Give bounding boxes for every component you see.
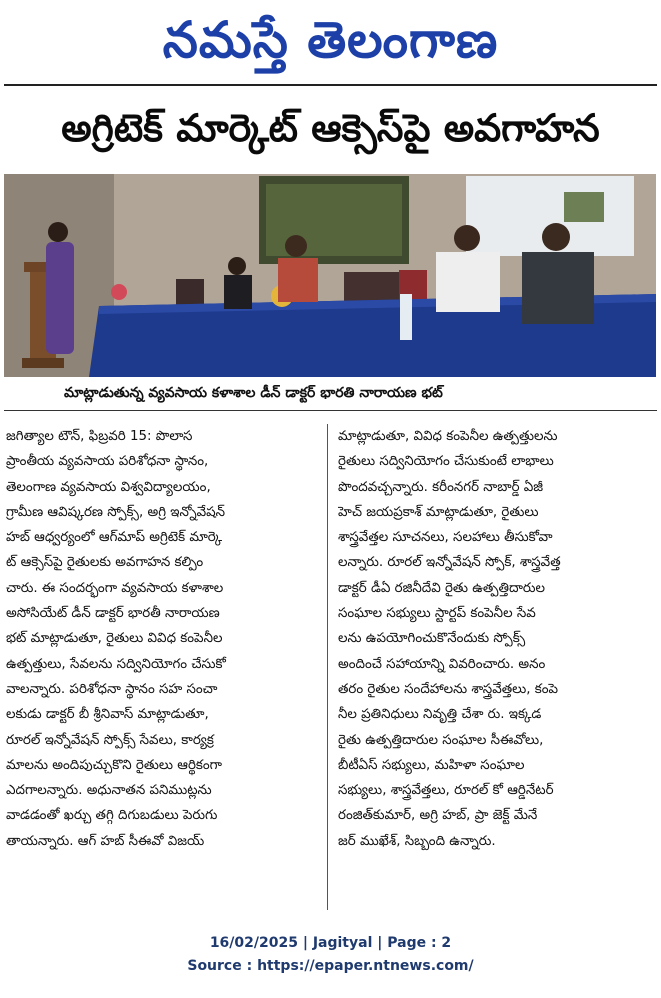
footer-source-link[interactable]: Source : https://epaper.ntnews.com/ [187, 958, 474, 974]
masthead-rule [4, 84, 657, 86]
text-line: రైతు ఉత్పత్తిదారుల సంఘాల సీఈవోలు, [338, 732, 544, 748]
text-line: గ్రామీణ ఆవిష్కరణ స్పోక్స్, అగ్రి ఇన్నోవేషన్ [6, 504, 226, 520]
caption-rule [4, 410, 657, 411]
photo-caption: మాట్లాడుతున్న వ్యవసాయ కళాశాల డీన్ డాక్టర్ భారతి నారాయణ భట్ [64, 385, 443, 401]
text-line: తాయన్నారు. ఆగ్ హబ్ సీఈవో విజయ్ [6, 833, 205, 849]
text-line: వాడడంతో ఖర్చు తగ్గి దిగుబడులు పెరుగు [6, 808, 218, 824]
text-line: ప్రాంతీయ వ్యవసాయ పరిశోధనా స్థానం, [6, 454, 209, 470]
text-line: జర్ ముఖేశ్, సిబ్బంది ఉన్నారు. [338, 833, 496, 849]
text-line: అందించే సహాయాన్ని వివరించారు. అనం [338, 656, 546, 672]
text-line: హబ్ ఆధ్వర్యంలో ఆగ్‌మాప్ అగ్రిటెక్ మార్కె [6, 530, 223, 546]
text-line: పొందవచ్చన్నారు. కరీంనగర్ నాబార్డ్ ఏజీ [338, 479, 544, 495]
text-line: భట్ మాట్లాడుతూ, రైతులు వివిధ కంపెనీల [6, 631, 223, 647]
headline: అగ్రిటెక్ మార్కెట్ ఆక్సెస్‌పై అవగాహన [61, 106, 600, 150]
text-line: రంజిత్‌కుమార్, అగ్రి హబ్, ప్రా జెక్ట్ మేనే [338, 808, 538, 824]
text-line: నీల ప్రతినిధులు నివృత్తి చేశా రు. ఇక్కడ [338, 707, 542, 723]
text-line: ఉత్పత్తులు, సేవలను సద్వినియోగం చేసుకో [6, 656, 226, 672]
masthead-title: నమస్తే తెలంగాణ [162, 11, 499, 69]
article-photo [4, 174, 656, 377]
text-line: తరం రైతుల సందేహాలను శాస్త్రవేత్తలు, కంపె [338, 681, 559, 697]
footer-date-line: 16/02/2025 | Jagityal | Page : 2 [209, 935, 452, 951]
text-line: డాక్టర్ డీఏ రజినీదేవి రైతు ఉత్పత్తిదారుల [338, 580, 545, 596]
text-line: ఎదగాలన్నారు. అధునాతన పనిముట్లను [6, 783, 212, 799]
article-column-right [338, 424, 648, 854]
text-line: జగిత్యాల టౌన్, ఫిబ్రవరి 15: పొలాస [6, 429, 193, 444]
text-line: సభ్యులు, శాస్త్రవేత్తలు, రూరల్ కో ఆర్డినేటర్ [338, 783, 554, 799]
text-line: శాస్త్రవేత్తల సూచనలు, సలహాలు తీసుకోవా [338, 530, 553, 546]
text-line: లకుడు డాక్టర్ బీ శ్రీనివాస్ మాట్లాడుతూ, [6, 707, 209, 723]
text-line: సంఘాల సభ్యులు స్టార్టప్ కంపెనీల సేవ [338, 606, 536, 622]
text-line: హెచ్ జయప్రకాశ్ మాట్లాడుతూ, రైతులు [338, 504, 539, 520]
text-line: వాలన్నారు. పరిశోధనా స్థానం సహ సంచా [6, 681, 218, 697]
text-line: రూరల్ ఇన్నోవేషన్ స్పోక్స్ సేవలు, కార్యక్ర [6, 732, 214, 748]
text-line: బీటీఏస్ సభ్యులు, మహిళా సంఘాల [338, 757, 525, 773]
text-line: తెలంగాణ వ్యవసాయ విశ్వవిద్యాలయం, [6, 479, 211, 495]
article-column-left [6, 424, 316, 854]
text-line: లను ఉపయోగించుకొనేందుకు స్పోక్స్ [338, 631, 526, 647]
text-line: మాలను అందిపుచ్చుకొని రైతులు ఆర్థికంగా [6, 757, 222, 773]
text-line: మాట్లాడుతూ, వివిధ కంపెనీల ఉత్పత్తులను [338, 429, 558, 444]
text-line: అసోసియేట్ డీన్ డాక్టర్ భారతీ నారాయణ [6, 606, 220, 622]
text-line: చారు. ఈ సందర్భంగా వ్యవసాయ కళాశాల [6, 580, 224, 596]
text-line: రైతులు సద్వినియోగం చేసుకుంటే లాభాలు [338, 454, 554, 470]
text-line: లన్నారు. రూరల్ ఇన్నోవేషన్ స్పోక్, శాస్త్రవేత్త [338, 555, 561, 571]
column-divider [327, 424, 328, 910]
text-line: ట్ ఆక్సెస్‌పై రైతులకు అవగాహన కల్పిం [6, 555, 204, 571]
